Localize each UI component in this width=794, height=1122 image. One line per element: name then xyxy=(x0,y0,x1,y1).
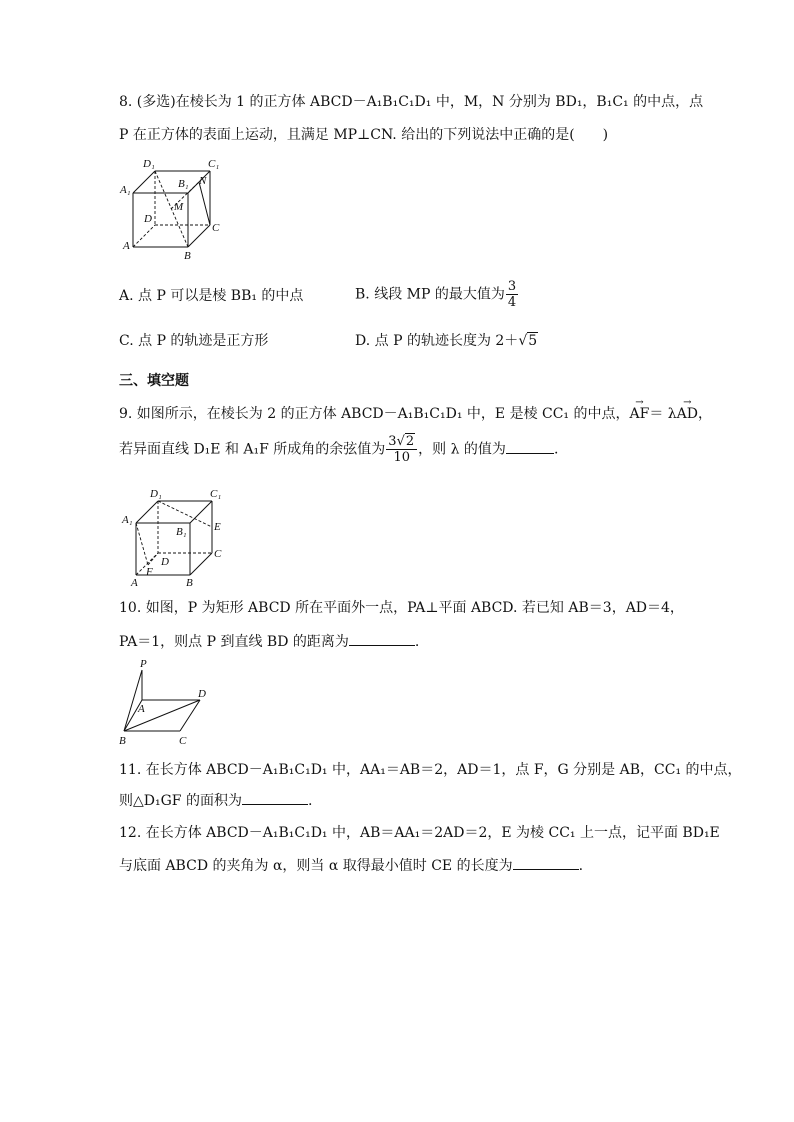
q8-option-d-sqrt: √5 xyxy=(518,333,538,349)
q9-vector-af: → AF xyxy=(630,404,650,424)
q9-answer-blank[interactable] xyxy=(506,439,554,454)
q8-option-b-fraction xyxy=(506,279,518,310)
q9-line1-text: 9. 如图所示，在棱长为 2 的正方体 ABCD－A₁B₁C₁D₁ 中，E 是棱 CC₁ 的中点， xyxy=(119,406,630,422)
q8-label-a: A xyxy=(123,240,130,252)
q9-label-b1: B₁ xyxy=(176,526,187,538)
q8-label-b: B xyxy=(184,250,191,262)
q8-label-n: N xyxy=(199,175,207,187)
q11-line1: 11. 在长方体 ABCD－A₁B₁C₁D₁ 中，AA₁＝AB＝2，AD＝1，点 F，G 分别是 AB，CC₁ 的中点， xyxy=(119,762,742,778)
q8-label-d1: D₁ xyxy=(143,158,155,170)
q9-label-b: B xyxy=(186,577,193,589)
q10-label-b: B xyxy=(119,735,126,747)
q8-option-d xyxy=(355,331,538,351)
q9-line2-end: . xyxy=(553,441,559,458)
q10-line1: 10. 如图，P 为矩形 ABCD 所在平面外一点，PA⊥平面 ABCD. 若已知 AB＝3，AD＝4， xyxy=(119,600,684,616)
q10-answer-blank[interactable] xyxy=(349,631,415,646)
q12-answer-blank[interactable] xyxy=(513,855,579,870)
q10-label-c: C xyxy=(179,735,187,747)
q9-label-c1: C₁ xyxy=(210,488,222,500)
q8-line2: P 在正方体的表面上运动，且满足 MP⊥CN. 给出的下列说法中正确的是( ) xyxy=(119,127,609,143)
q9-cube-figure xyxy=(110,485,230,590)
q9-label-e: E xyxy=(214,521,221,533)
q8-line1: 8. (多选)在棱长为 1 的正方体 ABCD－A₁B₁C₁D₁ 中，M，N 分别为 BD₁，B₁C₁ 的中点，点 xyxy=(119,94,704,110)
q9-label-d1: D₁ xyxy=(150,488,162,500)
q10-label-a: A xyxy=(138,703,145,715)
q9-fraction-coef: 3 xyxy=(388,434,397,449)
q11-answer-blank[interactable] xyxy=(242,790,308,805)
q8-label-c: C xyxy=(212,222,220,234)
q8-option-d-radicand: 5 xyxy=(528,333,538,349)
q11-line2-end: . xyxy=(307,793,313,809)
q9-label-a1: A₁ xyxy=(122,514,133,526)
q10-label-p: P xyxy=(140,658,147,670)
q11-line2 xyxy=(119,790,312,811)
q8-label-m: M xyxy=(174,201,184,213)
q12-line2-end: . xyxy=(578,858,584,874)
q12-line2 xyxy=(119,855,583,876)
q8-option-d-text: D. 点 P 的轨迹长度为 2＋ xyxy=(355,333,519,349)
q8-option-b-den: 4 xyxy=(507,295,517,310)
q9-label-c: C xyxy=(214,548,222,560)
q12-line1: 12. 在长方体 ABCD－A₁B₁C₁D₁ 中，AB＝AA₁＝2AD＝2，E 为棱 CC₁ 上一点，记平面 BD₁E xyxy=(119,825,720,841)
q9-label-a: A xyxy=(131,577,138,589)
q12-line2-text: 与底面 ABCD 的夹角为 α，则当 α 取得最小值时 CE 的长度为 xyxy=(119,858,513,874)
q10-line2 xyxy=(119,631,419,652)
q8-label-b1: B₁ xyxy=(178,178,189,190)
q11-line2-text: 则△D₁GF 的面积为 xyxy=(119,793,242,809)
q9-line1 xyxy=(119,404,712,424)
q8-label-c1: C₁ xyxy=(208,158,220,170)
q8-label-a1: A₁ xyxy=(120,184,131,196)
q9-fraction-radicand: 2 xyxy=(405,434,415,449)
q8-option-b xyxy=(355,279,519,310)
q8-option-b-text: B. 线段 MP 的最大值为 xyxy=(355,286,505,303)
q10-line2-text: PA＝1，则点 P 到直线 BD 的距离为 xyxy=(119,634,349,650)
q9-fraction xyxy=(386,434,417,465)
q9-fraction-sqrt: √2 xyxy=(396,434,415,449)
q8-cube-figure xyxy=(110,155,230,263)
q9-vector-ad: → AD xyxy=(677,404,698,424)
q8-option-a: A. 点 P 可以是棱 BB₁ 的中点 xyxy=(119,288,304,304)
q9-fraction-den: 10 xyxy=(393,450,410,465)
q8-option-b-num: 3 xyxy=(507,279,517,294)
q9-line2-text: 若异面直线 D₁E 和 A₁F 所成角的余弦值为 xyxy=(119,441,386,458)
q10-figure xyxy=(110,656,230,748)
q9-line2 xyxy=(119,434,558,465)
q9-line1-end: ， xyxy=(698,406,712,422)
q9-eq: ＝ λ xyxy=(649,406,677,422)
q10-line2-end: . xyxy=(414,634,420,650)
q9-line2-suffix: ，则 λ 的值为 xyxy=(418,441,506,458)
q9-label-d: D xyxy=(161,556,169,568)
q8-option-c: C. 点 P 的轨迹是正方形 xyxy=(119,333,269,349)
q8-label-d: D xyxy=(144,213,152,225)
q10-label-d: D xyxy=(198,688,206,700)
q9-label-f: F xyxy=(146,566,153,578)
q9-fraction-num xyxy=(386,434,417,450)
section-title-fill-blank: 三、填空题 xyxy=(119,373,189,389)
